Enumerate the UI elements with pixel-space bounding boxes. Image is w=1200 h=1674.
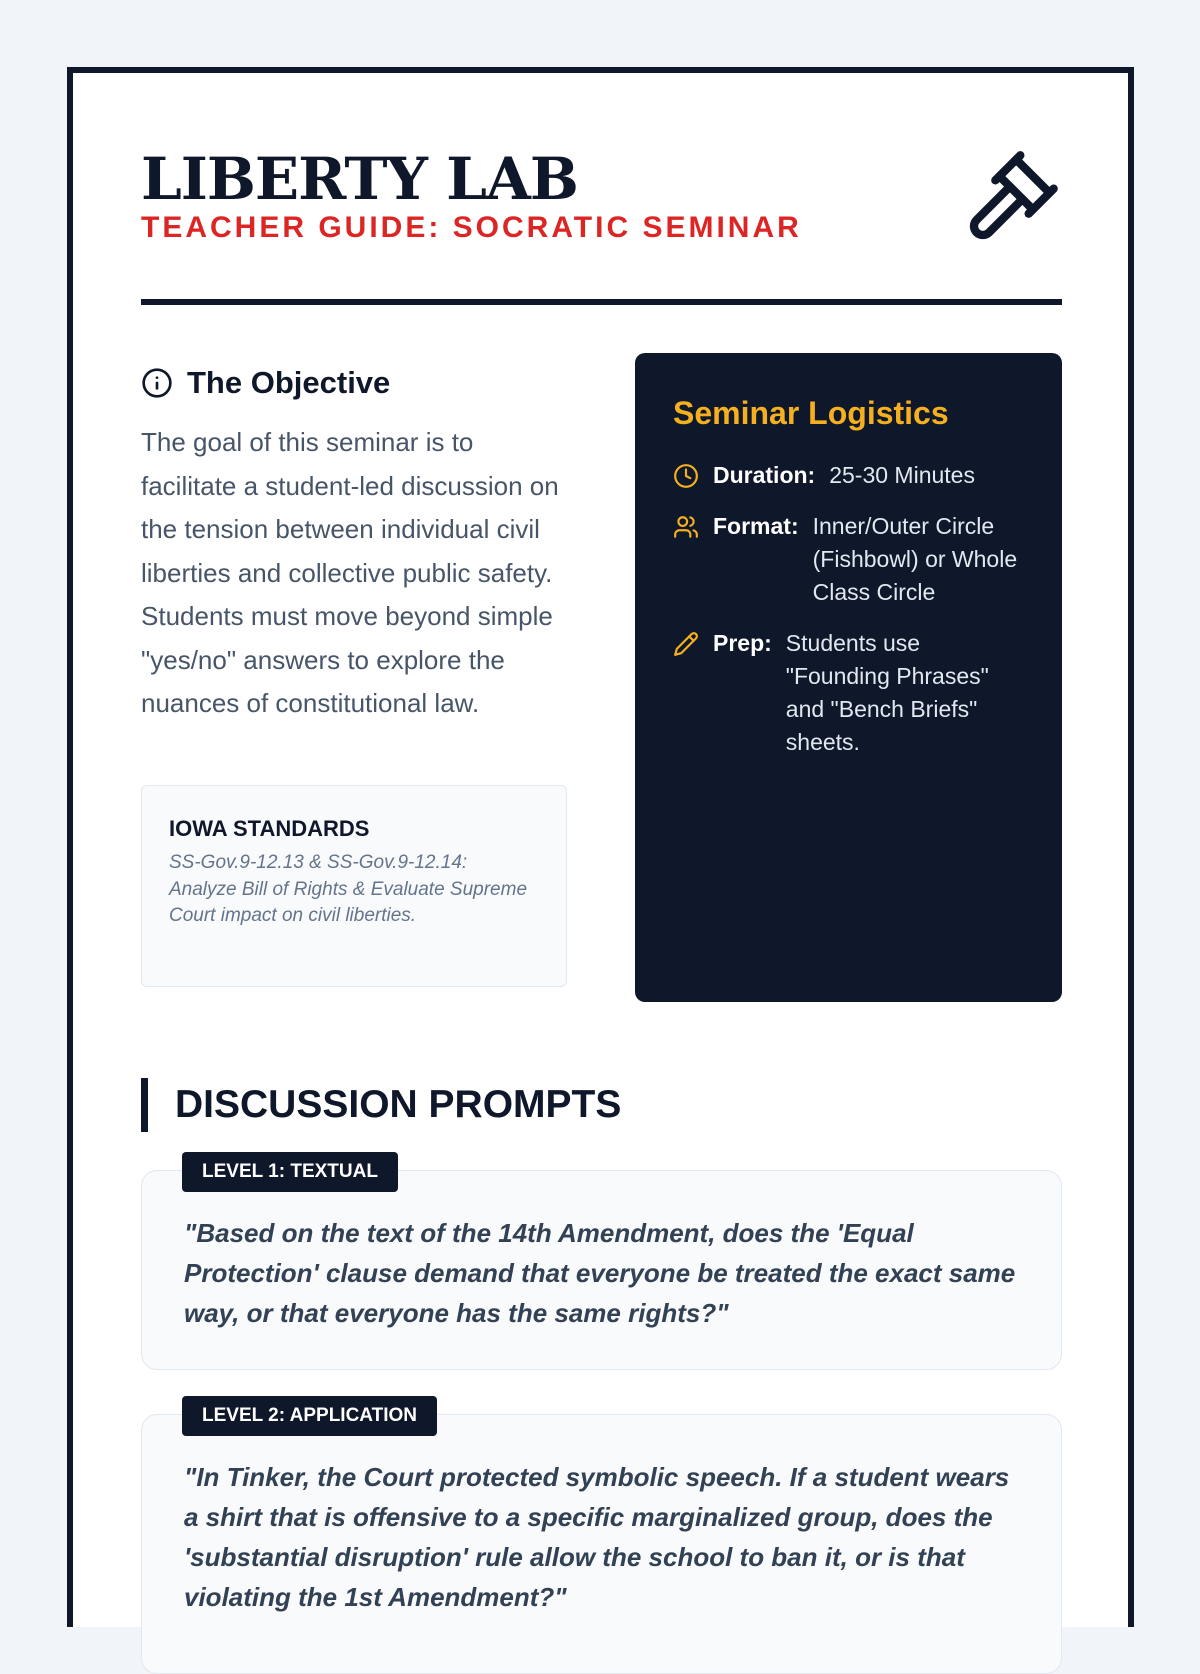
logistics-prep-row (673, 627, 1024, 759)
duration-label: Duration: (713, 462, 816, 488)
duration-value: 25-30 Minutes (829, 462, 975, 488)
prep-value: Students use "Founding Phrases" and "Bench Briefs" sheets. (785, 630, 989, 755)
users-icon (673, 514, 699, 540)
guide-sheet (67, 67, 1134, 1627)
prep-label: Prep: (713, 630, 772, 656)
objective-title: The Objective (187, 365, 391, 400)
prompt-card-level-1 (141, 1161, 1062, 1370)
prompt-text: "Based on the text of the 14th Amendment, does the 'Equal Protection' clause demand that everyone be treated the exact same way, or that everyone has the same rights?" (184, 1218, 1016, 1328)
logistics-title: Seminar Logistics (673, 395, 949, 431)
page-subtitle: TEACHER GUIDE: SOCRATIC SEMINAR (141, 211, 802, 244)
logistics-duration-row (673, 459, 1024, 492)
clock-icon (673, 463, 699, 489)
logistics-format-row (673, 510, 1024, 609)
gavel-icon (962, 147, 1062, 247)
level-badge: LEVEL 1: TEXTUAL (182, 1152, 398, 1192)
discussion-title: DISCUSSION PROMPTS (175, 1083, 622, 1126)
info-icon (141, 367, 173, 399)
prompt-text: "In Tinker, the Court protected symbolic speech. If a student wears a shirt that is offensive to a specific marginalized group, does the 'substantial disruption' rule allow the school to ban it, or is that violating the 1st Amendment?" (184, 1462, 1010, 1612)
prompt-card-level-2 (141, 1405, 1062, 1674)
objective-text: The goal of this seminar is to facilitate a student-led discussion on the tension between individual civil liberties and collective public safety. Students must move beyond simple "yes/no" answers to explore the nuances of constitutional law. (141, 427, 559, 718)
format-value: Inner/Outer Circle (Fishbowl) or Whole Class Circle (812, 513, 1018, 605)
objective-heading (141, 361, 390, 405)
format-label: Format: (713, 513, 799, 539)
page-header (141, 145, 1062, 305)
standards-text: SS-Gov.9-12.13 & SS-Gov.9-12.14: Analyze Bill of Rights & Evaluate Supreme Court impact on civil liberties. (169, 852, 528, 926)
level-badge: LEVEL 2: APPLICATION (182, 1396, 437, 1436)
standards-box (141, 785, 567, 987)
pencil-icon (673, 631, 699, 657)
discussion-heading (141, 1078, 621, 1132)
page-title: LIBERTY LAB (141, 145, 578, 213)
standards-label: IOWA STANDARDS (169, 816, 370, 841)
logistics-panel (635, 353, 1062, 1002)
